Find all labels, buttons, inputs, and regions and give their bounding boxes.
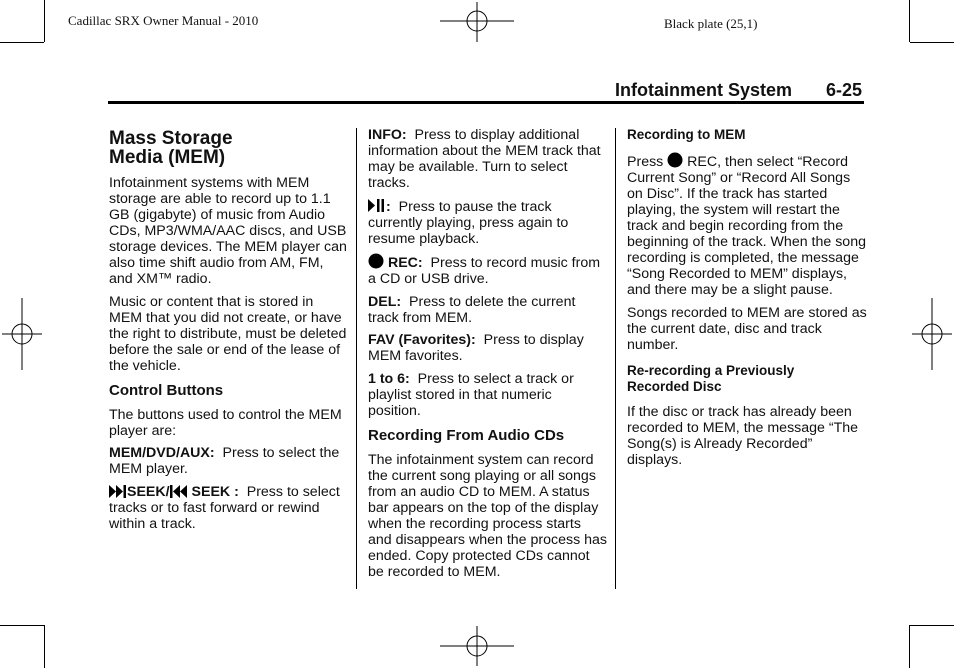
- crop-mark: [910, 625, 954, 626]
- buttons-intro: The buttons used to control the MEM player are:: [109, 406, 342, 439]
- crop-mark: [0, 42, 44, 43]
- page-number: 6-25: [826, 80, 863, 100]
- seek-back-icon: [170, 485, 188, 498]
- seek-forward-icon: [109, 485, 127, 498]
- del-button-desc: DEL: Press to delete the current track from MEM.: [368, 293, 576, 326]
- rec-button-desc: REC: Press to record music from a CD or USB drive.: [368, 255, 601, 287]
- crop-mark: [44, 625, 45, 668]
- pause-button-desc: : Press to pause the track currently playing, press again to resume playback.: [368, 198, 569, 247]
- registration-mark-icon: [0, 298, 44, 370]
- section-title: Infotainment System: [615, 80, 793, 100]
- re-recording-paragraph: If the disc or track has already been recorded to MEM, the message “The Song(s) is Already Recorded” displays.: [627, 403, 859, 468]
- crop-mark: [44, 0, 45, 42]
- record-icon: [368, 253, 384, 269]
- registration-mark-icon: [440, 0, 514, 42]
- plate-label: Black plate (25,1): [664, 16, 758, 31]
- article-title: Mass Storage Media (MEM): [109, 128, 233, 168]
- column-divider: [356, 128, 357, 589]
- recording-heading: Recording From Audio CDs: [368, 426, 565, 444]
- column-1: [109, 129, 349, 538]
- crop-mark: [910, 42, 954, 43]
- seek-button-desc: SEEK/ SEEK : Press to select tracks or to fast forward or rewind within a track.: [109, 483, 340, 532]
- crop-mark: [909, 0, 910, 42]
- play-pause-icon: [368, 198, 386, 213]
- recording-to-mem-heading: Recording to MEM: [627, 127, 746, 142]
- registration-mark-icon: [910, 298, 954, 370]
- manual-title: Cadillac SRX Owner Manual - 2010: [68, 13, 259, 28]
- control-buttons-heading: Control Buttons: [109, 381, 224, 399]
- deletion-notice: Music or content that is stored in MEM that you did not create, or have the right to distribute, must be deleted before the sale or end of the lease of the vehicle.: [109, 293, 347, 374]
- column-3: [627, 127, 867, 474]
- recording-paragraph: The infotainment system can record the current song playing or all songs from an audio CD to MEM. A status bar appears on the top of the display when the recording process starts and disappears when the process has ended. Copy protected CDs cannot be recorded to MEM.: [368, 451, 607, 580]
- info-button-desc: INFO: Press to display additional information about the MEM track that may be available. Turn to select tracks.: [368, 127, 601, 191]
- record-icon: [667, 152, 683, 168]
- stored-songs-paragraph: Songs recorded to MEM are stored as the current date, disc and track number.: [627, 304, 867, 353]
- re-recording-heading: Re-recording a Previously Recorded Disc: [627, 362, 795, 394]
- header-rule: [108, 101, 864, 104]
- registration-mark-icon: [440, 626, 514, 668]
- crop-mark: [909, 625, 910, 668]
- numeric-button-desc: 1 to 6: Press to select a track or playlist stored in that numeric position.: [368, 370, 574, 419]
- column-divider: [615, 128, 616, 589]
- fav-button-desc: FAV (Favorites): Press to display MEM favorites.: [368, 332, 584, 364]
- intro-paragraph: Infotainment systems with MEM storage are able to record up to 1.1 GB (gigabyte) of music from Audio CDs, MP3/WMA/AAC discs, and USB storage devices. The MEM player can also time shift audio from AM, FM, and XM™ radio.: [109, 175, 347, 287]
- mem-button-desc: MEM/DVD/AUX: Press to select the MEM player.: [109, 445, 340, 477]
- crop-mark: [0, 625, 44, 626]
- column-2: [368, 127, 608, 586]
- recording-to-mem-paragraph: Press REC, then select “Record Current Song” or “Record All Songs on Disc”. If the track has started playing, the system will restart the track and begin recording from the beginning of the track. When the song recording is completed, the message “Song Recorded to MEM” displays, and there may be a slight pause.: [627, 154, 866, 298]
